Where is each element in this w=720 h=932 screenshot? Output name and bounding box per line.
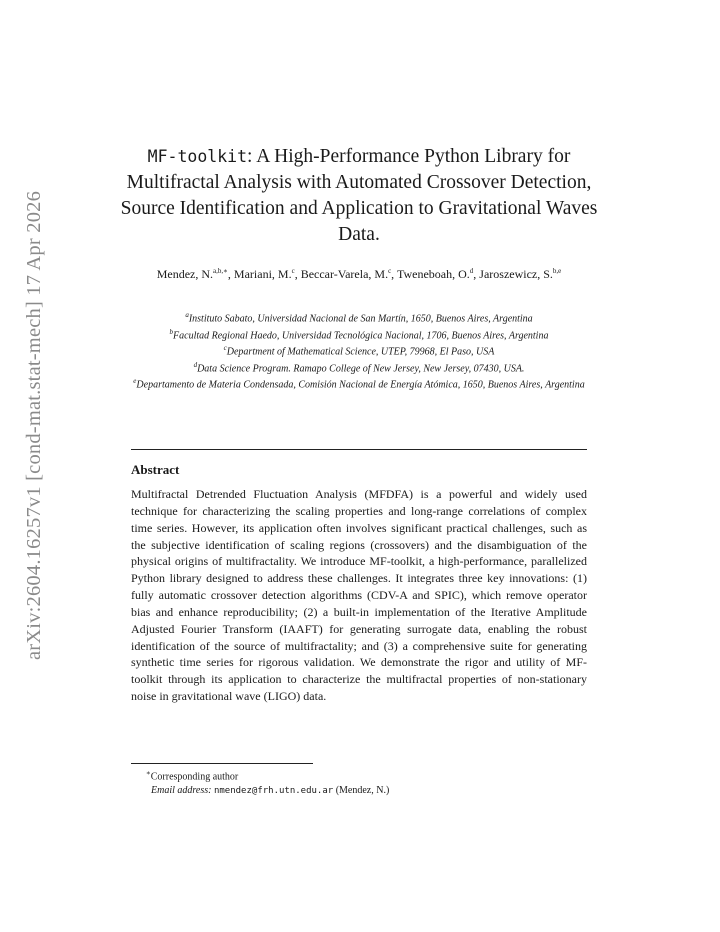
affiliation: [126, 359, 592, 376]
author: [397, 267, 479, 281]
author-affiliation-marks: c: [388, 267, 392, 275]
affiliation: [126, 342, 592, 359]
author-separator: ,: [473, 267, 480, 281]
author-affiliation-marks: d: [469, 267, 474, 275]
affiliation-text: Facultad Regional Haedo, Universidad Tecnológica Nacional, 1706, Buenos Aires, Argentina: [173, 329, 549, 341]
affiliation: [126, 309, 592, 326]
author-name: Jaroszewicz, S.: [479, 267, 553, 281]
affiliation-mark: b: [169, 327, 174, 336]
abstract-top-rule: [131, 449, 587, 450]
affiliation-text: Instituto Sabato, Universidad Nacional de San Martín, 1650, Buenos Aires, Argentina: [188, 313, 533, 325]
email-label: Email address:: [151, 784, 212, 796]
email-address[interactable]: nmendez@frh.utn.edu.ar: [213, 785, 334, 796]
affiliation-text: Departamento de Materia Condensada, Comisión Nacional de Energía Atómica, 1650, Buenos Aires, Argentina: [136, 379, 585, 391]
author-name: Mariani, M.: [233, 267, 292, 281]
author: [234, 267, 301, 281]
affiliation-text: Data Science Program. Ramapo College of New Jersey, New Jersey, 07430, USA.: [197, 362, 525, 374]
affiliation: [126, 326, 592, 343]
affiliation-mark: d: [193, 360, 198, 369]
author-affiliation-marks: b,e: [552, 267, 562, 275]
author-name: Tweneboah, O.: [396, 267, 470, 281]
footnote-rule: [131, 763, 313, 764]
arxiv-identifier-text: arXiv:2604.16257v1 [cond-mat.stat-mech] 17 Apr 2026: [23, 190, 46, 660]
author-list: [120, 262, 598, 284]
author-separator: ,: [391, 267, 397, 281]
affiliation-mark: c: [223, 344, 227, 353]
title-rest: : A High-Performance Python Library for Multifractal Analysis with Automated Crossover Detection, Source Identification and Application to Gravitational Waves Data.: [120, 146, 598, 245]
author-name: Mendez, N.: [156, 267, 214, 281]
author: [479, 267, 561, 281]
author-separator: ,: [227, 267, 234, 281]
title-package-name: MF-toolkit: [147, 147, 248, 166]
author: [157, 267, 234, 281]
arxiv-identifier: [18, 190, 52, 660]
affiliation: [126, 375, 592, 392]
affiliation-mark: a: [185, 311, 189, 319]
author-affiliation-marks: c: [291, 267, 295, 275]
author-name: Beccar-Varela, M.: [300, 267, 389, 281]
footnote-email-line: [146, 784, 389, 799]
footnote-corresponding: [146, 767, 389, 784]
footnote: [146, 767, 389, 799]
author-separator: ,: [294, 267, 301, 281]
footnote-mark: ∗: [146, 769, 151, 777]
author: [301, 267, 397, 281]
email-owner: (Mendez, N.): [335, 784, 390, 796]
abstract-heading: Abstract: [131, 462, 180, 477]
affiliation-mark: e: [133, 377, 137, 386]
affiliation-list: [126, 309, 592, 392]
corresponding-author-label: Corresponding author: [150, 771, 239, 783]
author-affiliation-marks: a,b,∗: [213, 267, 228, 275]
paper-title: [120, 144, 598, 248]
abstract-text: Multifractal Detrended Fluctuation Analysis (MFDFA) is a powerful and widely used technique for characterizing the scaling properties and long-range correlations of complex time series. However, its application often involves significant practical challenges, such as the subjective identification of scaling regions (crossovers) and the disambiguation of the physical origins of multifractality. We introduce MF-toolkit, a high-performance, parallelized Python library designed to address these challenges. It integrates three key innovations: (1) fully automatic crossover detection algorithms (CDV-A and SPIC), which remove operator bias and enhance reproducibility; (2) a built-in implementation of the Iterative Amplitude Adjusted Fourier Transform (IAAFT) for generating surrogate data, enabling the robust identification of the source of multifractality; and (3) a comprehensive suite for generating synthetic time series for rigorous validation. We demonstrate the rigor and utility of MF-toolkit through its application to characterize the multifractal properties of non-stationary noise in gravitational wave (LIGO) data.: [131, 487, 587, 704]
affiliation-text: Department of Mathematical Science, UTEP, 79968, El Paso, USA: [226, 346, 495, 358]
